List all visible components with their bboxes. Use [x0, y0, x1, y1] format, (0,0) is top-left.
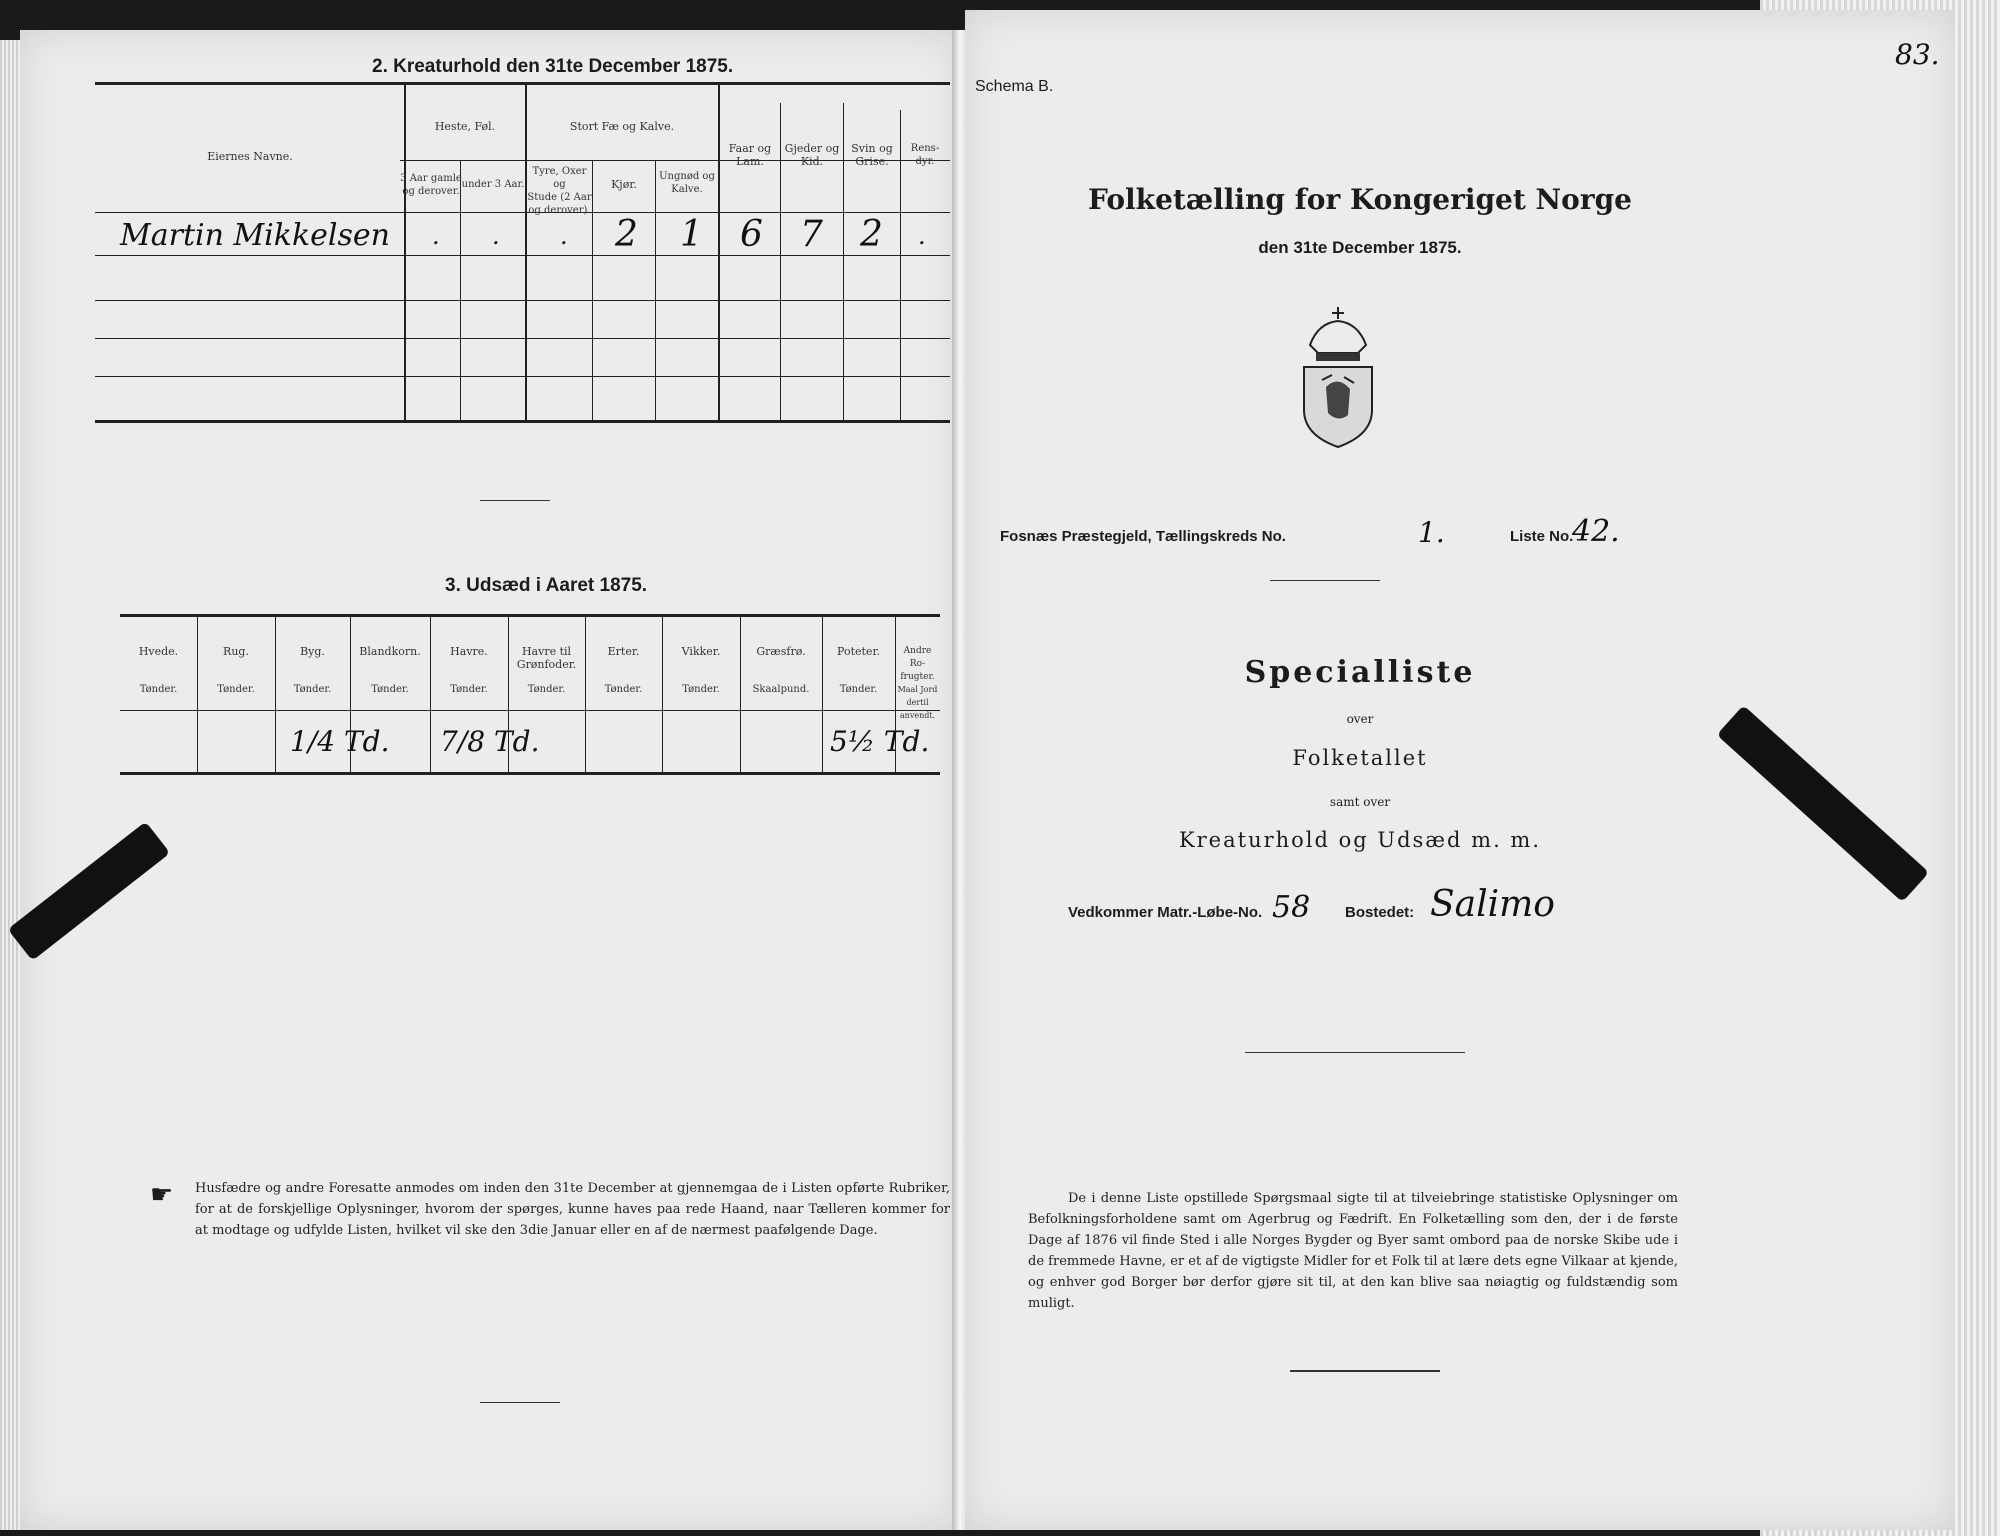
seed-header-unit: Tønder.: [527, 684, 566, 695]
row-line: [95, 255, 950, 256]
column-line: [718, 83, 720, 423]
seed-header-unit: Tønder.: [371, 684, 409, 695]
horses-young-header: under 3 Aar.: [461, 179, 525, 190]
seed-header-unit: Tønder.: [139, 684, 178, 695]
cows-header: Kjør.: [611, 178, 637, 191]
column-line: [404, 83, 406, 423]
parish-label: Fosnæs Præstegjeld, Tællingskreds No.: [1000, 528, 1286, 545]
oxen-header: Tyre, Oxer og Stude (2 Aar og derover).: [527, 166, 592, 216]
row-line: [95, 376, 950, 377]
livestock-seed-text: Kreaturhold og Udsæd m. m.: [1178, 828, 1542, 852]
value-horses-old: .: [432, 222, 440, 250]
reindeer-header: Rens- dyr.: [910, 143, 940, 167]
seed-header-unit: Tønder.: [450, 684, 488, 695]
goats-header: Gjeder og Kid.: [784, 142, 840, 168]
divider: [480, 1402, 560, 1403]
owner-name: Martin Mikkelsen: [120, 218, 390, 253]
district-number: 1.: [1418, 516, 1445, 549]
seed-header-unit: Skaalpund.: [752, 684, 810, 695]
list-number: 42.: [1572, 514, 1620, 549]
bosted-label: Bostedet:: [1345, 904, 1415, 921]
census-date: den 31te December 1875.: [1258, 238, 1462, 257]
over-text: over: [1346, 712, 1374, 726]
table-bottom-border: [95, 420, 950, 423]
list-label: Liste No.: [1510, 528, 1574, 545]
seed-header-unit: Tønder.: [604, 684, 643, 695]
seed-header-unit: Maal Jord dertil anvendt.: [897, 685, 938, 720]
value-havre: 7/8 Td.: [440, 725, 540, 758]
census-title: Folketælling for Kongeriget Norge: [1088, 183, 1632, 216]
horses-header: Heste, Føl.: [434, 120, 496, 133]
row-line: [95, 300, 950, 301]
seed-header-name: Havre til Grønfoder.: [516, 645, 577, 671]
value-horses-young: .: [492, 222, 500, 250]
seed-header-line: [120, 710, 940, 711]
seed-table-top: [120, 614, 940, 617]
seed-header-name: Vikker.: [681, 645, 721, 658]
seed-header-name: Rug.: [223, 645, 249, 658]
value-goats: 7: [800, 214, 823, 255]
footer-text: De i denne Liste opstillede Spørgsmaal sigte til at tilveiebringe statistiske Oplysninger om Befolkningsforholdene samt om Agerbrug og Fædrift. En Folketælling som den, der i de første Dage af 1876 vil finde Sted i alle Norges Bygder og Byer samt ombord paa de norske Skibe ude i de fremmede Havne, er et af de vigtigste Midler for et Folk til at lære dets egne Vilkaar at kjende, og enhver god Borger bør derfor gjøre sit til, at den kan blive saa nøiagtig og fuldstændig som muligt.: [1028, 1191, 1678, 1311]
value-pigs: 2: [860, 214, 883, 255]
schema-label: Schema B.: [975, 78, 1054, 95]
owner-header: Eiernes Navne.: [207, 150, 293, 163]
seed-header-name: Hvede.: [138, 645, 179, 658]
coat-of-arms-icon: [1298, 305, 1378, 450]
column-line: [460, 160, 461, 422]
value-oxen: .: [560, 222, 568, 250]
page-number: 83.: [1895, 38, 1940, 71]
seed-header-unit: Tønder.: [839, 684, 878, 695]
seed-header-name: Erter.: [607, 645, 640, 658]
young-cattle-header: Ungnød og Kalve.: [659, 171, 715, 195]
column-line: [525, 83, 527, 423]
horses-old-header: 3 Aar gamle og derover.: [400, 173, 462, 197]
pigs-header: Svin og Grise.: [851, 142, 893, 168]
population-text: Folketallet: [1292, 746, 1428, 770]
seed-header-name: Blandkorn.: [359, 645, 421, 658]
value-young-cattle: 1: [680, 214, 703, 255]
seed-header-unit: Tønder.: [682, 684, 720, 695]
cattle-header: Stort Fæ og Kalve.: [569, 120, 675, 133]
bosted-value: Salimo: [1430, 884, 1555, 925]
column-line: [655, 160, 656, 422]
table-top-border: [95, 82, 950, 85]
seed-header-unit: Tønder.: [293, 684, 332, 695]
value-reindeer: .: [918, 222, 926, 250]
section2-title: 2. Kreaturhold den 31te December 1875.: [372, 56, 734, 77]
value-cows: 2: [615, 214, 638, 255]
seed-header-unit: Tønder.: [217, 684, 255, 695]
value-byg: 1/4 Td.: [290, 725, 390, 758]
seed-header-name: Græsfrø.: [756, 645, 806, 658]
divider: [1270, 580, 1380, 581]
samt-over-text: samt over: [1329, 795, 1391, 809]
seed-header-name: Havre.: [450, 645, 488, 658]
seed-header-name: Byg.: [300, 645, 325, 658]
pointing-hand-icon: ☛: [150, 1180, 174, 1210]
divider: [480, 500, 550, 501]
seed-header-name: Poteter.: [837, 645, 880, 658]
matr-number: 58: [1272, 890, 1311, 925]
value-sheep: 6: [740, 214, 763, 255]
seed-table-bottom: [120, 772, 940, 775]
column-line: [592, 160, 593, 422]
seed-header-name: Andre Ro- frugter.: [900, 646, 935, 682]
section3-title: 3. Udsæd i Aaret 1875.: [445, 575, 648, 596]
sheep-header: Faar og Lam.: [728, 142, 772, 168]
row-line: [95, 338, 950, 339]
matr-label: Vedkommer Matr.-Løbe-No.: [1068, 904, 1263, 921]
divider: [1245, 1052, 1465, 1053]
divider: [1290, 1370, 1440, 1372]
notice-text: Husfædre og andre Foresatte anmodes om inden den 31te December at gjennemgaa de i Listen opførte Rubriker, for at de forskjellige Oplysninger, hvorom der spørges, kunne haves paa rede Haand, naar Tælleren kommer for at modtage og udfylde Listen, hvilket vil ske den 3die Januar eller en af de nærmest paafølgende Dage.: [195, 1181, 950, 1238]
header-bottom-line: [95, 212, 950, 213]
value-poteter: 5½ Td.: [830, 725, 930, 758]
special-list-title: Specialliste: [1244, 655, 1476, 690]
